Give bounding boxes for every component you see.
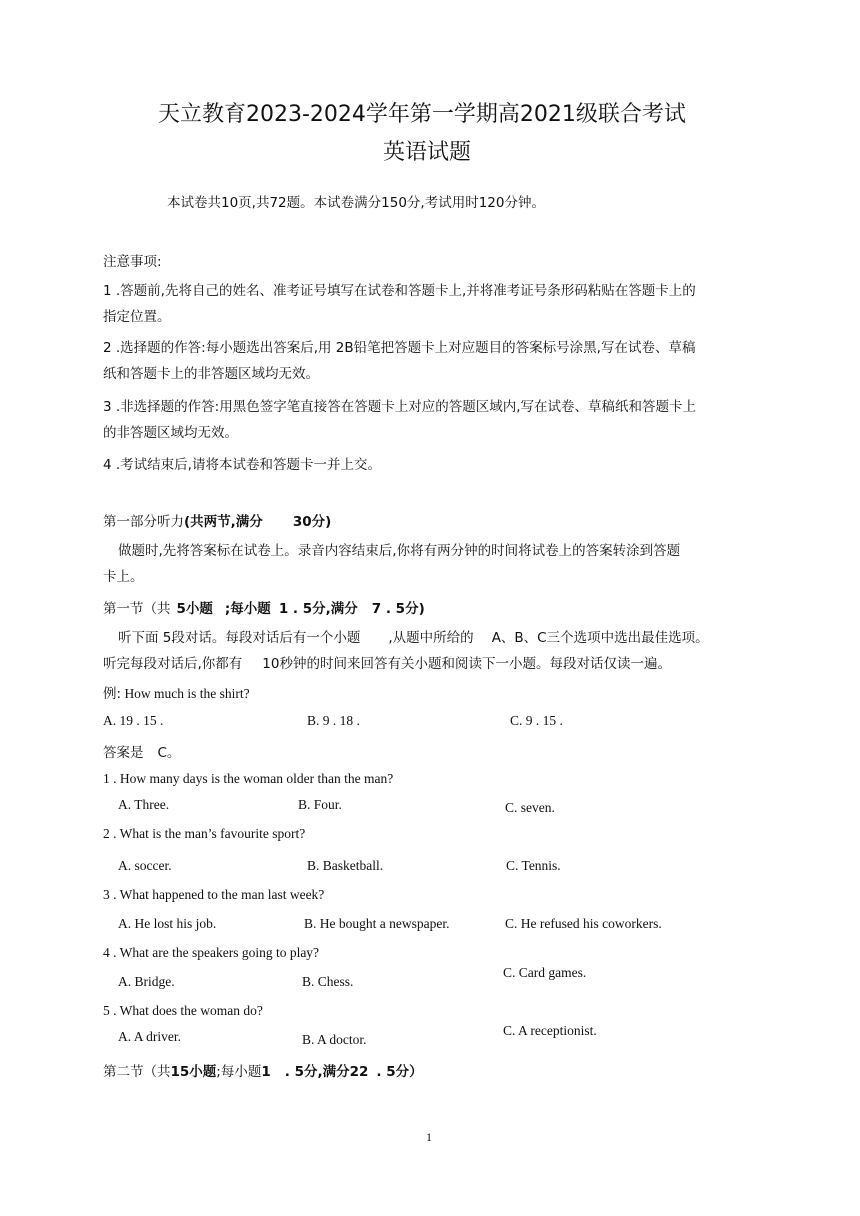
part1-heading [103,510,331,530]
question-3: 3 . What happened to the man last week? [103,887,325,902]
section2-heading-points-b: . 5分,满分 [284,1064,350,1080]
question-2: 2 . What is the man’s favourite sport? [103,826,306,841]
question-5-option-c: C. A receptionist. [503,1023,597,1038]
section1-heading-total: 7 . 5分) [371,601,425,617]
question-5-option-a: A. A driver. [118,1029,181,1044]
note-2-line-2: 纸和答题卡上的非答题区域均无效。 [103,366,319,382]
part1-heading-scope: (共两节,满分 [184,514,263,530]
note-1-line-2: 指定位置。 [103,309,171,325]
section2-heading-total-a: 22 [349,1064,369,1080]
note-2-line-1: 2 .选择题的作答:每小题选出答案后,用 2B铅笔把答题卡上对应题目的答案标号涂黑,写在试卷、草稿 [103,340,696,356]
example-answer-value: C。 [157,745,181,761]
question-2-option-a: A. soccer. [118,858,172,873]
note-1-line-1: 1 .答题前,先将自己的姓名、准考证号填写在试卷和答题卡上,并将准考证号条形码粘贴在答题卡上的 [103,283,696,299]
example-label: 例: [103,686,122,702]
question-2-option-c: C. Tennis. [506,858,561,873]
page-number: 1 [426,1130,432,1144]
question-4-option-a: A. Bridge. [118,974,175,989]
section1-heading [103,597,425,617]
question-5-option-b: B. A doctor. [302,1032,367,1047]
example-option-a: A. 19 . 15 . [103,713,164,728]
example-answer [103,741,180,761]
question-1-option-c: C. seven. [505,800,555,815]
section1-heading-count: 5小题 [176,601,213,617]
example-question-text: How much is the shirt? [124,686,250,701]
question-4: 4 . What are the speakers going to play? [103,945,320,960]
part1-intro-line-2: 卡上。 [103,569,144,585]
question-4-option-b: B. Chess. [302,974,354,989]
section1-inst2-a: 听完每段对话后,你都有 [103,656,243,672]
section1-inst1-a: 听下面 5段对话。每段对话后有一个小题 [118,630,361,646]
part1-heading-title: 第一部分听力 [103,514,184,530]
part1-heading-score: 30分) [292,514,332,530]
example-answer-label: 答案是 [103,745,144,761]
part1-intro-line-1: 做题时,先将答案标在试卷上。录音内容结束后,你将有两分钟的时间将试卷上的答案转涂到答题 [118,543,681,559]
section1-inst2-b: 10秒钟的时间来回答有关小题和阅读下一小题。每段对话仅读一遍。 [262,656,671,672]
question-5: 5 . What does the woman do? [103,1003,263,1018]
question-1-option-a: A. Three. [118,797,170,812]
example-option-b: B. 9 . 18 . [307,713,360,728]
exam-info: 本试卷共10页,共72题。本试卷满分150分,考试用时120分钟。 [167,195,545,211]
note-3-line-1: 3 .非选择题的作答:用黑色签字笔直接答在答题卡上对应的答题区域内,写在试卷、草稿纸和答题卡上 [103,399,697,415]
section1-heading-per: ;每小题 [224,601,271,617]
question-2-option-b: B. Basketball. [307,858,384,873]
notes-heading: 注意事项: [103,254,162,270]
section2-heading-total-b: . 5分） [376,1064,423,1080]
section1-inst1-b: ,从题中所给的 [388,630,474,646]
example-option-c: C. 9 . 15 . [510,713,563,728]
section2-heading-points-a: 1 [261,1064,271,1080]
section1-heading-points: 1 . 5分,满分 [278,601,358,617]
section2-heading-per: ;每小题 [216,1064,262,1080]
section1-heading-a: 第一节（共 [103,601,171,617]
section1-inst1-c: A、B、C三个选项中选出最佳选项。 [491,630,709,646]
question-3-option-c: C. He refused his coworkers. [505,916,662,931]
section1-instruction-line-2 [103,652,671,672]
question-1: 1 . How many days is the woman older than the man? [103,771,394,786]
section1-instruction-line-1 [118,626,709,646]
example-question [103,682,250,702]
section2-heading-a: 第二节（共 [103,1064,171,1080]
note-4-line-1: 4 .考试结束后,请将本试卷和答题卡一并上交。 [103,457,381,473]
question-3-option-b: B. He bought a newspaper. [304,916,450,931]
section2-heading [103,1060,423,1080]
exam-title: 天立教育2023-2024学年第一学期高2021级联合考试 [158,102,686,127]
subject-title: 英语试题 [383,140,472,165]
section2-heading-count: 15小题 [170,1064,217,1080]
question-3-option-a: A. He lost his job. [118,916,217,931]
question-4-option-c: C. Card games. [503,965,587,980]
note-3-line-2: 的非答题区域均无效。 [103,425,238,441]
question-1-option-b: B. Four. [298,797,342,812]
